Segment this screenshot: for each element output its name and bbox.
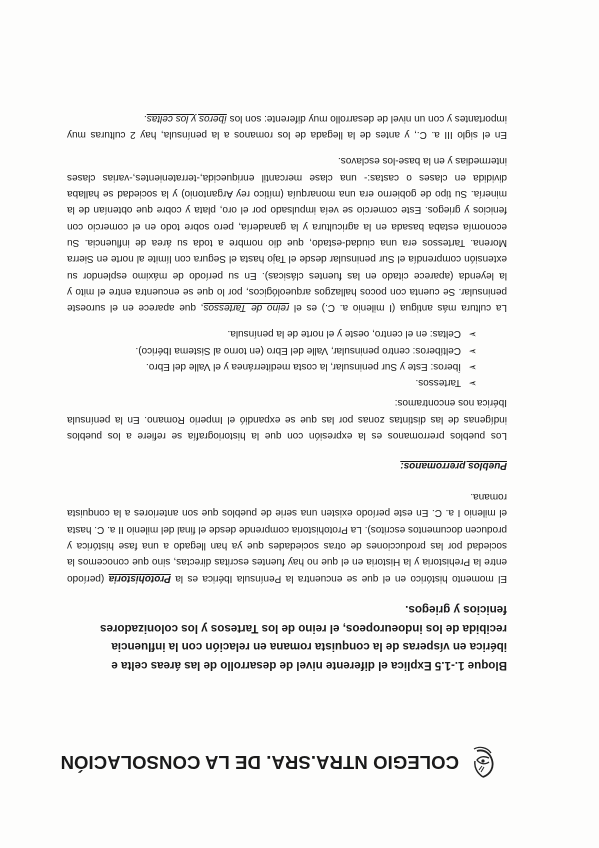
list-item-text: Íberos: Este y Sur peninsular, la costa mediterránea y el Valle del Ebro.: [146, 360, 461, 372]
protohistoria-term: Protohistoria: [108, 572, 171, 584]
intro-paragraph: [67, 488, 507, 586]
tartessos-paragraph: [67, 152, 507, 315]
list-item-text: Celtíberos: centro peninsular, Valle del Ebro (en torno al Sistema Ibérico).: [135, 344, 461, 356]
arrow-bullet-icon: ➢: [468, 360, 477, 372]
iberos-celtas-term: íberos y los celtas: [146, 112, 227, 124]
tartessos-text-2: , que aparece en el suroeste peninsular. Se cuenta con pocos hallazgos arqueológicos, por lo que se encuentra entre el mito y la leyenda (aparece citado en las fuentes clásicas). En su período de máximo esplendor su extensión comprendía el Sur peninsular desde el Tajo hasta el Segura con límite al norte en Sierra Morena. Tartessos era una ciudad-estado, que dio nombre a toda su área de influencia. Su economía estaba basada en la agricultura y la ganadería, pero sobre todo en el comercio con fenicios y griegos. Este comercio se veía impulsado por el oro, plata y cobre que obtenían de la minería. Su tipo de gobierno era una monarquía (mítico rey Argantonio) y la sociedad se hallaba dividida en clases o castas:- una clase mercantil enriquecida,-terratenientes,-varias clases intermedias y en la base-los esclavos.: [67, 155, 507, 314]
reino-tartessos-term: reino de Tartessos: [203, 302, 290, 314]
list-item: [67, 358, 477, 374]
siglo-paragraph: [67, 110, 507, 143]
list-item-text: Celtas: en el centro, oeste y el norte de la península.: [227, 328, 461, 340]
tartessos-text-1: La cultura más antigua (I milenio a. C.) es el: [289, 302, 507, 314]
list-item: [67, 374, 477, 390]
list-item-text: Tartessos.: [415, 376, 461, 388]
intro-text-2: (período entre la Prehistoria y la Historia en el que no hay fuentes escritas directas, sino que conocemos la sociedad por las producciones de otras sociedades que ya han llegado a una fase histórica y producen documentos escritos). La Protohistoria comprende desde el final del milenio II a. C. hasta el milenio I a. C. En este período existen una serie de pueblos que son anteriores a la conquista romana.: [67, 491, 507, 584]
school-logo-icon: [467, 744, 499, 780]
arrow-bullet-icon: ➢: [468, 376, 477, 388]
list-item: [67, 325, 477, 341]
school-name: COLEGIO NTRA.SRA. DE LA CONSOLACIÓN: [60, 752, 459, 773]
siglo-text-2: .: [144, 112, 147, 124]
block-title: Bloque 1.-1.5 Explica el diferente nivel de desarrollo de las áreas celta e ibérica en vísperas de la conquista romana en relación con la influencia recibida de los indoeuropeos, el reino de los Tartesos y los colonizadores fenicios y griegos.: [100, 603, 507, 672]
page-content: [60, 110, 507, 782]
pre-roman-paragraph: Los pueblos prerromanos es la expresión con que la historiografía se refiere a los pueblos indígenas de las distintas zonas por las que se expandió el Imperio Romano. En la península Ibérica nos encontramos:: [67, 397, 507, 441]
list-item: [67, 341, 477, 357]
school-header: [60, 742, 499, 782]
arrow-bullet-icon: ➢: [468, 344, 477, 356]
siglo-text-1: En el siglo III a. C., y antes de la llegada de los romanos a la península, hay 2 culturas muy importantes y con un nivel de desarrollo muy diferente: son los: [67, 112, 507, 141]
pre-roman-heading: Pueblos prerromanos:: [400, 459, 507, 471]
arrow-bullet-icon: ➢: [468, 328, 477, 340]
peoples-list: [67, 325, 507, 390]
intro-text-1: El momento histórico en el que se encuentra la Península Ibérica es la: [170, 572, 507, 584]
